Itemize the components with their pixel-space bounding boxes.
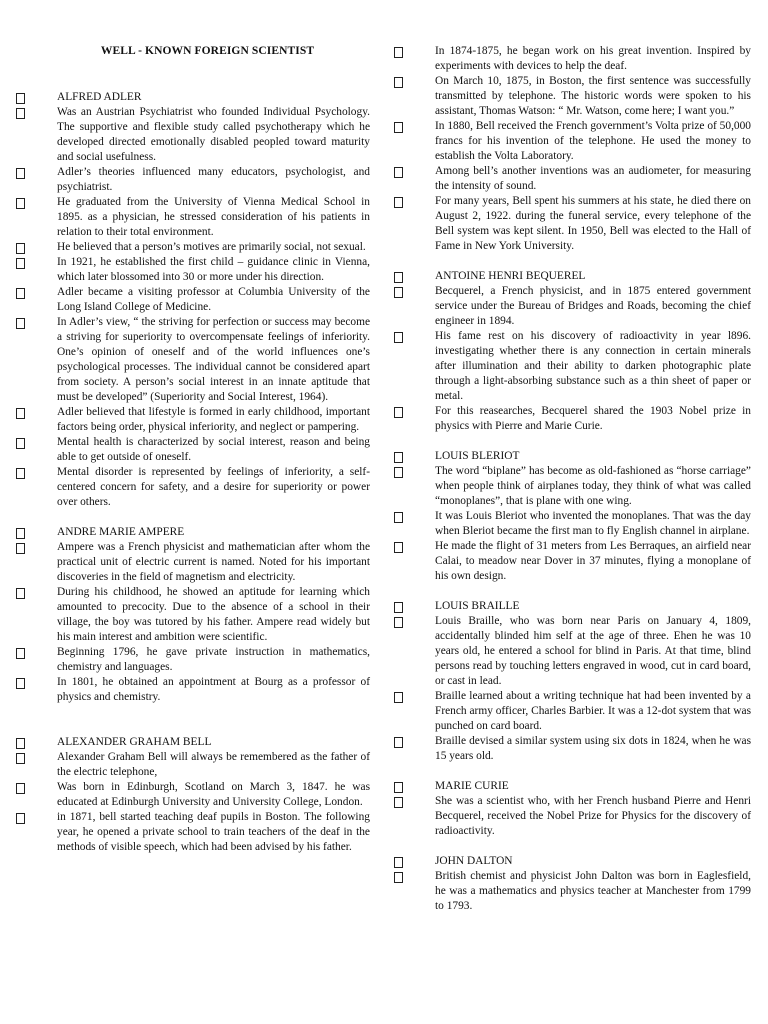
list-item <box>15 405 370 435</box>
bullet-icon <box>393 119 406 134</box>
list-item <box>393 869 751 914</box>
right-column <box>393 44 751 914</box>
list-item-text: He made the flight of 31 meters from Les Berraques, an airfield near Calai, to meadow near Dover in 37 minutes, flying a monoplane of his own design. <box>435 540 751 582</box>
list-item-text: He believed that a person’s motives are primarily social, not sexual. <box>57 241 366 253</box>
section-heading: ALEXANDER GRAHAM BELL <box>57 736 212 748</box>
bullet-icon <box>393 464 406 479</box>
section-alexander-graham-bell <box>15 735 370 855</box>
list-item <box>15 540 370 585</box>
bullet-icon <box>15 285 28 300</box>
list-item-text: Braille learned about a writing technique hat had been invented by a French army officer, Charles Barbier. It was a 12-dot system that was punched on card board. <box>435 690 751 732</box>
list-item-text: Becquerel, a French physicist, and in 1875 entered government service under the Bureau of Bridges and Roads, becoming the chief engineer in 1894. <box>435 285 751 327</box>
list-item-text: Ampere was a French physicist and mathematician after whom the practical unit of electric current is named. Noted for his important discoveries in the field of magnetism and electricity. <box>57 541 370 583</box>
bullet-icon <box>393 164 406 179</box>
section-spacer <box>15 510 370 525</box>
section-heading-row <box>15 525 370 540</box>
bullet-icon <box>15 105 28 120</box>
section-heading: ANDRE MARIE AMPERE <box>57 526 185 538</box>
left-column <box>15 44 370 855</box>
bullet-icon <box>393 539 406 554</box>
list-item-text: For many years, Bell spent his summers at his state, he died there on August 2, 1922. during the funeral service, every telephone of the Bell system was kept silent. In 1950, Bell was elected to the Hall of Fame in New York University. <box>435 195 751 252</box>
bullet-icon <box>15 540 28 555</box>
list-item <box>393 539 751 584</box>
bullet-icon <box>393 779 406 794</box>
list-item-text: It was Louis Bleriot who invented the monoplanes. That was the day when Bleriot became the first man to fly English channel in airplane. <box>435 510 751 537</box>
list-item <box>393 44 751 74</box>
bullet-icon <box>393 404 406 419</box>
list-item <box>15 810 370 855</box>
right-sections <box>393 44 751 914</box>
list-item <box>15 255 370 285</box>
section-heading-row <box>15 90 370 105</box>
list-item <box>393 119 751 164</box>
section-spacer <box>393 434 751 449</box>
list-item-text: Louis Braille, who was born near Paris on January 4, 1809, accidentally blinded him self at the age of three. Ehen he was 10 years old, he entered a school for blind in Paris. At that time, blind persons read by touching letters engraved in wood, cut in card board, or cast in lead. <box>435 615 751 687</box>
list-item-text: The word “biplane” has become as old-fashioned as “horse carriage” when people think of airplanes today, they think of what was called “monoplanes”, that is plane with one wing. <box>435 465 751 507</box>
list-item <box>15 585 370 645</box>
list-item <box>393 509 751 539</box>
section-spacer <box>15 705 370 735</box>
list-item <box>15 195 370 240</box>
list-item <box>15 240 370 255</box>
list-item-text: In Adler’s view, “ the striving for perfection or success may become a striving for superiority to overcompensate feelings of inferiority. One’s opinion of oneself and of the world influences one’s psychological processes. The individual cannot be considered apart from society. A person’s social interest in an innate aptitude that must be developed” (Superiority and Social Interest, 1964). <box>57 316 370 403</box>
list-item-text: In 1874-1875, he began work on his great invention. Inspired by experiments with devices to help the deaf. <box>435 45 751 72</box>
bullet-icon <box>393 194 406 209</box>
list-item-text: Was born in Edinburgh, Scotland on March 3, 1847. he was educated at Edinburgh University and University College, London. <box>57 781 370 808</box>
list-item-text: In 1880, Bell received the French government’s Volta prize of 50,000 francs for his invention of the telephone. He used the money to establish the Volta Laboratory. <box>435 120 751 162</box>
bullet-icon <box>393 599 406 614</box>
bullet-icon <box>15 675 28 690</box>
bullet-icon <box>15 405 28 420</box>
bullet-icon <box>15 315 28 330</box>
section-antoine-henri-bequerel <box>393 269 751 434</box>
bullet-icon <box>393 44 406 59</box>
bullet-icon <box>393 869 406 884</box>
bullet-icon <box>393 269 406 284</box>
section-louis-bleriot <box>393 449 751 584</box>
list-item-text: Mental health is characterized by social interest, reason and being able to get outside of oneself. <box>57 436 370 463</box>
section-bell-continued <box>393 44 751 254</box>
section-heading-row <box>393 599 751 614</box>
bullet-icon <box>393 854 406 869</box>
list-item <box>393 329 751 404</box>
bullet-icon <box>15 810 28 825</box>
list-item-text: Adler became a visiting professor at Columbia University of the Long Island College of Medicine. <box>57 286 370 313</box>
section-heading-row <box>393 269 751 284</box>
section-heading-row <box>393 854 751 869</box>
list-item <box>393 74 751 119</box>
list-item <box>15 780 370 810</box>
bullet-icon <box>393 734 406 749</box>
bullet-icon <box>393 689 406 704</box>
bullet-icon <box>15 750 28 765</box>
section-heading: LOUIS BRAILLE <box>435 600 520 612</box>
list-item-text: Mental disorder is represented by feelings of inferiority, a self-centered concern for safety, and a desire for superiority or power over others. <box>57 466 370 508</box>
list-item <box>393 794 751 839</box>
list-item-text: On March 10, 1875, in Boston, the first sentence was successfully transmitted by telephone. The historic words were spoken to his assistant, Thomas Watson: “ Mr. Watson, come here; I want you.” <box>435 75 751 117</box>
bullet-icon <box>393 329 406 344</box>
bullet-icon <box>15 645 28 660</box>
list-item-text: For this reasearches, Becquerel shared the 1903 Nobel prize in physics with Pierre and Marie Curie. <box>435 405 751 432</box>
section-heading: LOUIS BLERIOT <box>435 450 520 462</box>
list-item-text: Braille devised a similar system using six dots in 1824, when he was 15 years old. <box>435 735 751 762</box>
list-item-text: Adler believed that lifestyle is formed in early childhood, important factors being order, physical inferiority, and neglect or pampering. <box>57 406 370 433</box>
list-item <box>393 614 751 689</box>
section-spacer <box>393 764 751 779</box>
bullet-icon <box>15 735 28 750</box>
section-heading-row <box>15 735 370 750</box>
list-item <box>15 435 370 465</box>
section-spacer <box>393 839 751 854</box>
list-item-text: She was a scientist who, with her French husband Pierre and Henri Becquerel, received the Nobel Prize for Physics for the discovery of radioactivity. <box>435 795 751 837</box>
bullet-icon <box>393 509 406 524</box>
bullet-icon <box>15 90 28 105</box>
section-heading-row <box>393 449 751 464</box>
bullet-icon <box>15 525 28 540</box>
section-marie-curie <box>393 779 751 839</box>
list-item-text: British chemist and physicist John Dalton was born in Eaglesfield, he was a mathematics and physics teacher at Manchester from 1799 to 1793. <box>435 870 751 912</box>
list-item <box>15 315 370 405</box>
bullet-icon <box>15 585 28 600</box>
list-item <box>15 165 370 195</box>
list-item-text: He graduated from the University of Vienna Medical School in 1895. as a physician, he stressed consideration of his patients in relation to their total environment. <box>57 196 370 238</box>
section-heading: JOHN DALTON <box>435 855 513 867</box>
list-item-text: Among bell’s another inventions was an audiometer, for measuring the intensity of sound. <box>435 165 751 192</box>
list-item <box>393 464 751 509</box>
list-item-text: Beginning 1796, he gave private instruction in mathematics, chemistry and languages. <box>57 646 370 673</box>
list-item <box>15 465 370 510</box>
list-item-text: Was an Austrian Psychiatrist who founded Individual Psychology. The supportive and flexible study called psychotherapy which he developed directed emotionally disabled peopled toward maturity and social usefulness. <box>57 106 370 163</box>
list-item-text: His fame rest on his discovery of radioactivity in year l896. investigating whether there is any connection in certain minerals after illumination and their ability to darken photographic plate through a light-absorbing substance such as a thin sheet of paper or metal. <box>435 330 751 402</box>
bullet-icon <box>393 794 406 809</box>
section-john-dalton <box>393 854 751 914</box>
list-item <box>393 194 751 254</box>
bullet-icon <box>15 165 28 180</box>
section-heading: ANTOINE HENRI BEQUEREL <box>435 270 586 282</box>
bullet-icon <box>15 465 28 480</box>
list-item <box>393 404 751 434</box>
list-item <box>15 105 370 165</box>
list-item-text: Adler’s theories influenced many educators, psychologist, and psychiatrist. <box>57 166 370 193</box>
bullet-icon <box>393 449 406 464</box>
list-item <box>15 750 370 780</box>
list-item-text: During his childhood, he showed an aptitude for learning which amounted to precocity. Due to the absence of a school in their village, the boy was tutored by his father. Ampere read widely but his main interest and ambition were scientific. <box>57 586 370 643</box>
list-item <box>15 675 370 705</box>
list-item-text: In 1801, he obtained an appointment at Bourg as a professor of physics and chemistry. <box>57 676 370 703</box>
left-sections <box>15 90 370 855</box>
section-spacer <box>393 254 751 269</box>
list-item <box>15 645 370 675</box>
bullet-icon <box>15 255 28 270</box>
bullet-icon <box>15 195 28 210</box>
list-item-text: in 1871, bell started teaching deaf pupils in Boston. The following year, he opened a private school to train teachers of the deaf in the methods of visible speech, which had been advised by his father. <box>57 811 370 853</box>
list-item <box>393 689 751 734</box>
list-item <box>15 285 370 315</box>
list-item-text: Alexander Graham Bell will always be remembered as the father of the electric telephone, <box>57 751 370 778</box>
list-item-text: In 1921, he established the first child – guidance clinic in Vienna, which later blossomed into 30 or more under his direction. <box>57 256 370 283</box>
bullet-icon <box>15 240 28 255</box>
bullet-icon <box>393 74 406 89</box>
section-heading: ALFRED ADLER <box>57 91 142 103</box>
section-heading-row <box>393 779 751 794</box>
bullet-icon <box>393 614 406 629</box>
list-item <box>393 284 751 329</box>
section-andre-marie-ampere <box>15 525 370 705</box>
section-heading: MARIE CURIE <box>435 780 509 792</box>
document-title: WELL - KNOWN FOREIGN SCIENTIST <box>100 45 315 57</box>
list-item <box>393 164 751 194</box>
bullet-icon <box>15 780 28 795</box>
section-louis-braille <box>393 599 751 764</box>
list-item <box>393 734 751 764</box>
bullet-icon <box>393 284 406 299</box>
section-spacer <box>393 584 751 599</box>
section-alfred-adler <box>15 90 370 510</box>
bullet-icon <box>15 435 28 450</box>
